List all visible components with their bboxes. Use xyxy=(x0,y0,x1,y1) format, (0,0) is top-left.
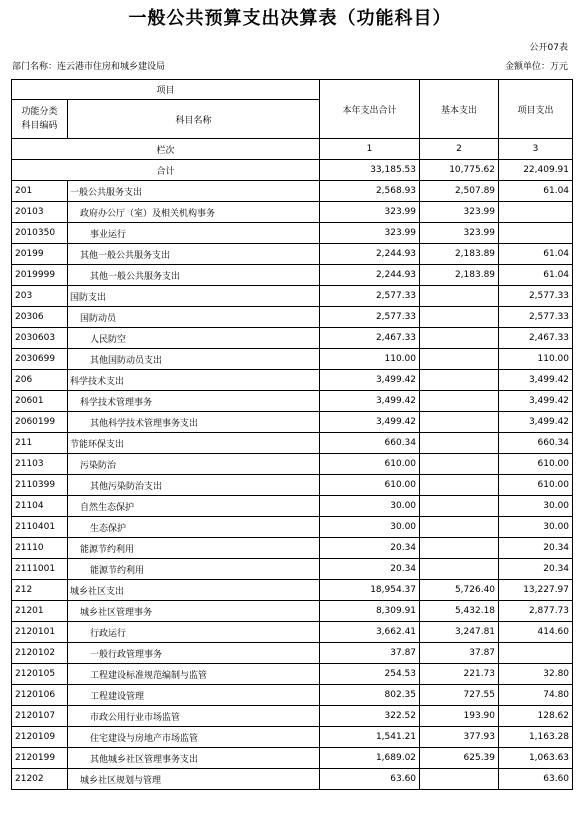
table-row xyxy=(12,475,573,496)
row-basic: 37.87 xyxy=(420,643,499,664)
row-basic xyxy=(420,307,499,328)
row-name: 其他国防动员支出 xyxy=(68,349,320,370)
row-basic: 2,507.89 xyxy=(420,181,499,202)
table-row xyxy=(12,496,573,517)
summary-label: 合计 xyxy=(12,160,320,181)
row-project: 128.62 xyxy=(499,706,573,727)
code-header xyxy=(12,100,68,139)
row-basic xyxy=(420,454,499,475)
row-code: 211 xyxy=(12,433,68,454)
row-name: 国防支出 xyxy=(68,286,320,307)
form-number: 公开07表 xyxy=(529,43,568,53)
table-body xyxy=(12,181,573,790)
table-row xyxy=(12,727,573,748)
row-name: 工程建设管理 xyxy=(68,685,320,706)
row-project: 2,577.33 xyxy=(499,307,573,328)
row-project: 610.00 xyxy=(499,475,573,496)
row-basic: 3,247.81 xyxy=(420,622,499,643)
table-row xyxy=(12,517,573,538)
row-total: 802.35 xyxy=(320,685,420,706)
row-code: 2030699 xyxy=(12,349,68,370)
row-name: 能源节约利用 xyxy=(68,559,320,580)
row-basic: 323.99 xyxy=(420,223,499,244)
row-name: 工程建设标准规范编制与监管 xyxy=(68,664,320,685)
row-basic: 377.93 xyxy=(420,727,499,748)
row-basic xyxy=(420,328,499,349)
row-basic: 193.90 xyxy=(420,706,499,727)
row-project: 61.04 xyxy=(499,265,573,286)
table-row xyxy=(12,370,573,391)
row-total: 2,568.93 xyxy=(320,181,420,202)
row-total: 37.87 xyxy=(320,643,420,664)
row-label: 栏次 xyxy=(12,139,320,160)
row-basic xyxy=(420,496,499,517)
row-basic: 727.55 xyxy=(420,685,499,706)
row-name: 人民防空 xyxy=(68,328,320,349)
row-total: 3,499.42 xyxy=(320,412,420,433)
row-project: 3,499.42 xyxy=(499,391,573,412)
table-row xyxy=(12,433,573,454)
row-code: 2120199 xyxy=(12,748,68,769)
row-project: 660.34 xyxy=(499,433,573,454)
code-header-line2: 科目编码 xyxy=(21,121,58,131)
row-basic xyxy=(420,391,499,412)
table-row xyxy=(12,622,573,643)
row-project: 30.00 xyxy=(499,517,573,538)
row-project: 2,577.33 xyxy=(499,286,573,307)
row-total: 2,244.93 xyxy=(320,244,420,265)
row-basic: 323.99 xyxy=(420,202,499,223)
table-row xyxy=(12,580,573,601)
row-total: 2,577.33 xyxy=(320,286,420,307)
row-code: 212 xyxy=(12,580,68,601)
row-name: 其他污染防治支出 xyxy=(68,475,320,496)
table-row xyxy=(12,685,573,706)
row-code: 2120102 xyxy=(12,643,68,664)
row-project: 3,499.42 xyxy=(499,370,573,391)
row-code: 20601 xyxy=(12,391,68,412)
row-name: 其他一般公共服务支出 xyxy=(68,265,320,286)
item-header: 项目 xyxy=(12,80,320,100)
row-basic: 221.73 xyxy=(420,664,499,685)
row-name: 科学技术管理事务 xyxy=(68,391,320,412)
row-project: 2,877.73 xyxy=(499,601,573,622)
row-name: 城乡社区支出 xyxy=(68,580,320,601)
row-name: 科学技术支出 xyxy=(68,370,320,391)
table-row xyxy=(12,559,573,580)
row-total: 3,499.42 xyxy=(320,370,420,391)
row-total: 8,309.91 xyxy=(320,601,420,622)
row-name: 国防动员 xyxy=(68,307,320,328)
row-project: 74.80 xyxy=(499,685,573,706)
row-code: 2111001 xyxy=(12,559,68,580)
row-basic xyxy=(420,538,499,559)
row-project: 63.60 xyxy=(499,769,573,790)
row-code: 2110399 xyxy=(12,475,68,496)
row-name: 能源节约利用 xyxy=(68,538,320,559)
row-project: 414.60 xyxy=(499,622,573,643)
row-code: 20103 xyxy=(12,202,68,223)
table-row xyxy=(12,244,573,265)
row-project: 1,063.63 xyxy=(499,748,573,769)
row-project: 20.34 xyxy=(499,559,573,580)
row-basic xyxy=(420,286,499,307)
row-code: 21104 xyxy=(12,496,68,517)
code-header-line1: 功能分类 xyxy=(21,107,58,117)
row-total: 323.99 xyxy=(320,202,420,223)
row-code: 203 xyxy=(12,286,68,307)
row-basic xyxy=(420,769,499,790)
row-name: 政府办公厅（室）及相关机构事务 xyxy=(68,202,320,223)
row-project: 30.00 xyxy=(499,496,573,517)
row-total: 2,244.93 xyxy=(320,265,420,286)
row-total: 254.53 xyxy=(320,664,420,685)
row-basic xyxy=(420,517,499,538)
page-title: 一般公共预算支出决算表（功能科目） xyxy=(128,8,452,29)
table-row xyxy=(12,664,573,685)
name-header: 科目名称 xyxy=(68,100,320,139)
row-code: 2060199 xyxy=(12,412,68,433)
row-total: 20.34 xyxy=(320,538,420,559)
row-name: 其他城乡社区管理事务支出 xyxy=(68,748,320,769)
table-row xyxy=(12,328,573,349)
row-basic: 5,726.40 xyxy=(420,580,499,601)
row-name: 行政运行 xyxy=(68,622,320,643)
table-row xyxy=(12,748,573,769)
row-code: 2120107 xyxy=(12,706,68,727)
row-code: 2120101 xyxy=(12,622,68,643)
department-label: 部门名称：连云港市住房和城乡建设局 xyxy=(12,62,166,72)
row-code: 2110401 xyxy=(12,517,68,538)
row-name: 事业运行 xyxy=(68,223,320,244)
table-row xyxy=(12,412,573,433)
row-project: 20.34 xyxy=(499,538,573,559)
row-total: 63.60 xyxy=(320,769,420,790)
row-code: 21110 xyxy=(12,538,68,559)
row-code: 2030603 xyxy=(12,328,68,349)
summary-row xyxy=(12,160,573,181)
table-row xyxy=(12,265,573,286)
row-total: 3,662.41 xyxy=(320,622,420,643)
table-row xyxy=(12,538,573,559)
row-project: 32.80 xyxy=(499,664,573,685)
row-basic xyxy=(420,412,499,433)
row-name: 住宅建设与房地产市场监管 xyxy=(68,727,320,748)
column-index-row xyxy=(12,139,573,160)
expenditure-table xyxy=(11,79,573,790)
unit-label: 金额单位：万元 xyxy=(504,62,568,72)
row-name: 其他一般公共服务支出 xyxy=(68,244,320,265)
row-name: 生态保护 xyxy=(68,517,320,538)
row-project: 13,227.97 xyxy=(499,580,573,601)
row-name: 市政公用行业市场监管 xyxy=(68,706,320,727)
row-code: 21201 xyxy=(12,601,68,622)
row-total: 2,577.33 xyxy=(320,307,420,328)
table-row xyxy=(12,601,573,622)
row-project: 61.04 xyxy=(499,244,573,265)
column-index-2: 2 xyxy=(420,139,499,160)
summary-project: 22,409.91 xyxy=(499,160,573,181)
row-name: 污染防治 xyxy=(68,454,320,475)
table-row xyxy=(12,391,573,412)
row-total: 1,689.02 xyxy=(320,748,420,769)
column-index-3: 3 xyxy=(499,139,573,160)
row-basic: 5,432.18 xyxy=(420,601,499,622)
table-row xyxy=(12,181,573,202)
row-basic: 2,183.89 xyxy=(420,265,499,286)
table-row xyxy=(12,307,573,328)
row-project: 2,467.33 xyxy=(499,328,573,349)
row-total: 2,467.33 xyxy=(320,328,420,349)
total-header: 本年支出合计 xyxy=(320,80,420,139)
header-row-item xyxy=(12,80,573,100)
row-code: 2120106 xyxy=(12,685,68,706)
row-code: 206 xyxy=(12,370,68,391)
basic-header: 基本支出 xyxy=(420,80,499,139)
row-code: 21202 xyxy=(12,769,68,790)
row-project: 110.00 xyxy=(499,349,573,370)
table-row xyxy=(12,769,573,790)
row-code: 2010350 xyxy=(12,223,68,244)
row-project: 61.04 xyxy=(499,181,573,202)
row-name: 一般公共服务支出 xyxy=(68,181,320,202)
row-total: 323.99 xyxy=(320,223,420,244)
table-row xyxy=(12,706,573,727)
row-basic xyxy=(420,433,499,454)
row-total: 610.00 xyxy=(320,454,420,475)
summary-total: 33,185.53 xyxy=(320,160,420,181)
row-total: 610.00 xyxy=(320,475,420,496)
row-basic xyxy=(420,475,499,496)
row-name: 其他科学技术管理事务支出 xyxy=(68,412,320,433)
row-total: 30.00 xyxy=(320,496,420,517)
table-row xyxy=(12,349,573,370)
row-project xyxy=(499,223,573,244)
table-row xyxy=(12,643,573,664)
table-row xyxy=(12,454,573,475)
row-total: 110.00 xyxy=(320,349,420,370)
row-code: 2019999 xyxy=(12,265,68,286)
row-code: 2120105 xyxy=(12,664,68,685)
row-code: 2120109 xyxy=(12,727,68,748)
column-index-1: 1 xyxy=(320,139,420,160)
row-basic xyxy=(420,349,499,370)
row-total: 660.34 xyxy=(320,433,420,454)
row-total: 30.00 xyxy=(320,517,420,538)
row-project: 610.00 xyxy=(499,454,573,475)
row-project xyxy=(499,643,573,664)
row-basic: 2,183.89 xyxy=(420,244,499,265)
project-header: 项目支出 xyxy=(499,80,573,139)
table-row xyxy=(12,202,573,223)
row-basic xyxy=(420,370,499,391)
row-code: 20306 xyxy=(12,307,68,328)
row-total: 322.52 xyxy=(320,706,420,727)
row-name: 城乡社区管理事务 xyxy=(68,601,320,622)
row-project xyxy=(499,202,573,223)
row-basic: 625.39 xyxy=(420,748,499,769)
summary-basic: 10,775.62 xyxy=(420,160,499,181)
row-total: 18,954.37 xyxy=(320,580,420,601)
row-project: 1,163.28 xyxy=(499,727,573,748)
row-basic xyxy=(420,559,499,580)
row-name: 节能环保支出 xyxy=(68,433,320,454)
row-total: 3,499.42 xyxy=(320,391,420,412)
table-row xyxy=(12,223,573,244)
row-total: 1,541.21 xyxy=(320,727,420,748)
table-row xyxy=(12,286,573,307)
row-name: 自然生态保护 xyxy=(68,496,320,517)
row-name: 城乡社区规划与管理 xyxy=(68,769,320,790)
row-code: 201 xyxy=(12,181,68,202)
row-project: 3,499.42 xyxy=(499,412,573,433)
row-code: 20199 xyxy=(12,244,68,265)
row-total: 20.34 xyxy=(320,559,420,580)
row-name: 一般行政管理事务 xyxy=(68,643,320,664)
row-code: 21103 xyxy=(12,454,68,475)
